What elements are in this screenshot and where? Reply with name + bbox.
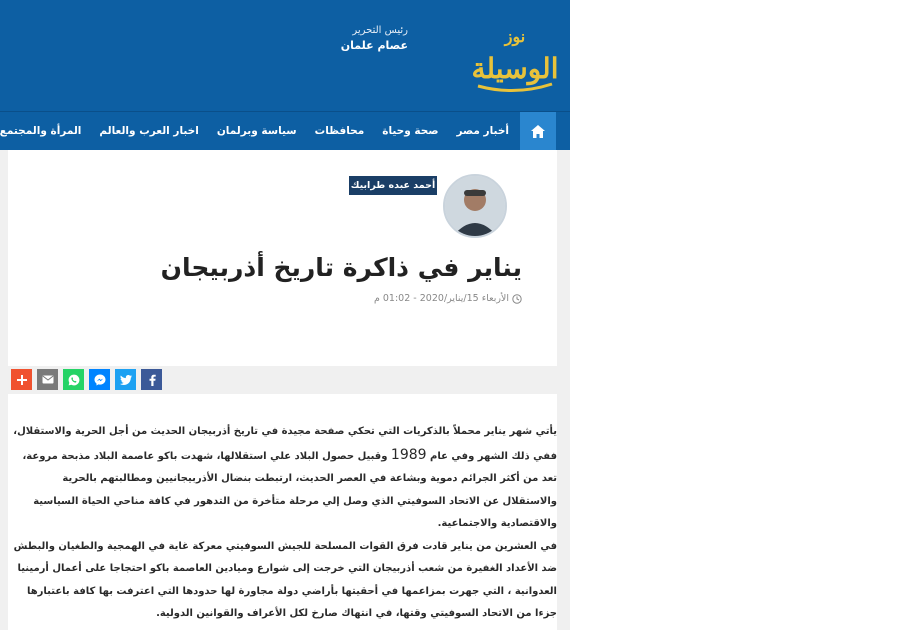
clock-icon xyxy=(512,294,522,304)
site-header xyxy=(0,0,570,111)
nav-item-women[interactable]: المرأة والمجتمع xyxy=(0,125,82,137)
share-more-button[interactable] xyxy=(11,369,32,390)
article-year: 1989 xyxy=(390,446,427,463)
article-paragraph: في العشرين من يناير قادت فرق القوات المسلحة للجيش السوفيتي معركة غاية في الهمجية والطغيان والبطش ضد الأعداد الغفيرة من شعب أذربيجان التي خرجت إلى شوارع وميادين العاصمة باكو احتجاجا على أعمال أرمينيا العدوانية ، التي جهرت بمزاعمها في أحقيتها بأراضي دولة مجاورة لها حدودها التي اعترفت بها كافة باعتبارها جزءا من الاتحاد السوفيتي وقتها، في انتهاك صارخ لكل الأعراف والقوانين الدولية. xyxy=(13,540,557,619)
logo-main-word: الوسيلة xyxy=(471,52,559,85)
nav-item-world[interactable]: اخبار العرب والعالم xyxy=(99,125,199,137)
author-photo xyxy=(445,176,505,236)
share-twitter-button[interactable] xyxy=(115,369,136,390)
main-nav xyxy=(0,111,570,150)
share-email-button[interactable] xyxy=(37,369,58,390)
article-title: يناير في ذاكرة تاريخ أذربيجان xyxy=(160,253,522,282)
editor-name: عصام علمان xyxy=(340,39,408,52)
editor-role: رئيس التحرير xyxy=(352,25,408,36)
share-whatsapp-button[interactable] xyxy=(63,369,84,390)
share-facebook-button[interactable] xyxy=(141,369,162,390)
email-icon xyxy=(42,375,54,384)
editor-info xyxy=(341,24,408,53)
logo-top-word: نوز xyxy=(504,27,526,46)
article-paragraph xyxy=(8,421,557,536)
plus-icon xyxy=(17,375,27,385)
nav-item-health[interactable]: صحة وحياة xyxy=(382,125,439,137)
nav-item-governorates[interactable]: محافظات xyxy=(314,125,365,137)
author-name[interactable]: أحمد عبده طرابيك xyxy=(349,176,437,195)
facebook-icon xyxy=(147,374,157,386)
share-messenger-button[interactable] xyxy=(89,369,110,390)
site-logo[interactable] xyxy=(468,12,562,96)
article-date: الأربعاء 15/يناير/2020 - 01:02 م xyxy=(373,293,509,304)
article-paragraph-part: يأتي شهر يناير محملاً بالذكريات التي تحكي صفحة مجيدة في تاريخ أذربيجان الحديث من أجل الحرية والاستقلال، ففي ذلك الشهر وفي عام xyxy=(13,426,557,462)
home-icon xyxy=(531,125,545,138)
messenger-icon xyxy=(94,374,106,386)
nav-home[interactable] xyxy=(520,112,556,151)
article-meta xyxy=(374,293,522,304)
author-avatar[interactable] xyxy=(443,174,507,238)
nav-item-egypt[interactable]: أخبار مصر xyxy=(456,125,509,137)
article-body xyxy=(8,421,557,626)
whatsapp-icon xyxy=(68,374,80,386)
nav-items xyxy=(0,112,518,151)
article-paragraph-part: وقبيل حصول البلاد علي استقلالها، شهدت باكو عاصمة البلاد مذبحة مروعة، تعد من أكثر الجرائم دموية وبشاعة في العصر الحديث، ارتبطت بنضال الأذربيجانيين ومطالبتهم بالحرية والاستقلال عن الاتحاد السوفيتي الذي وصل إلي مرحلة متأخرة من التدهور في كافة مناحي الحياة السياسية والاقتصادية والاجتماعية. xyxy=(22,450,557,529)
nav-item-politics[interactable]: سياسة وبرلمان xyxy=(216,125,297,137)
twitter-icon xyxy=(120,375,132,385)
